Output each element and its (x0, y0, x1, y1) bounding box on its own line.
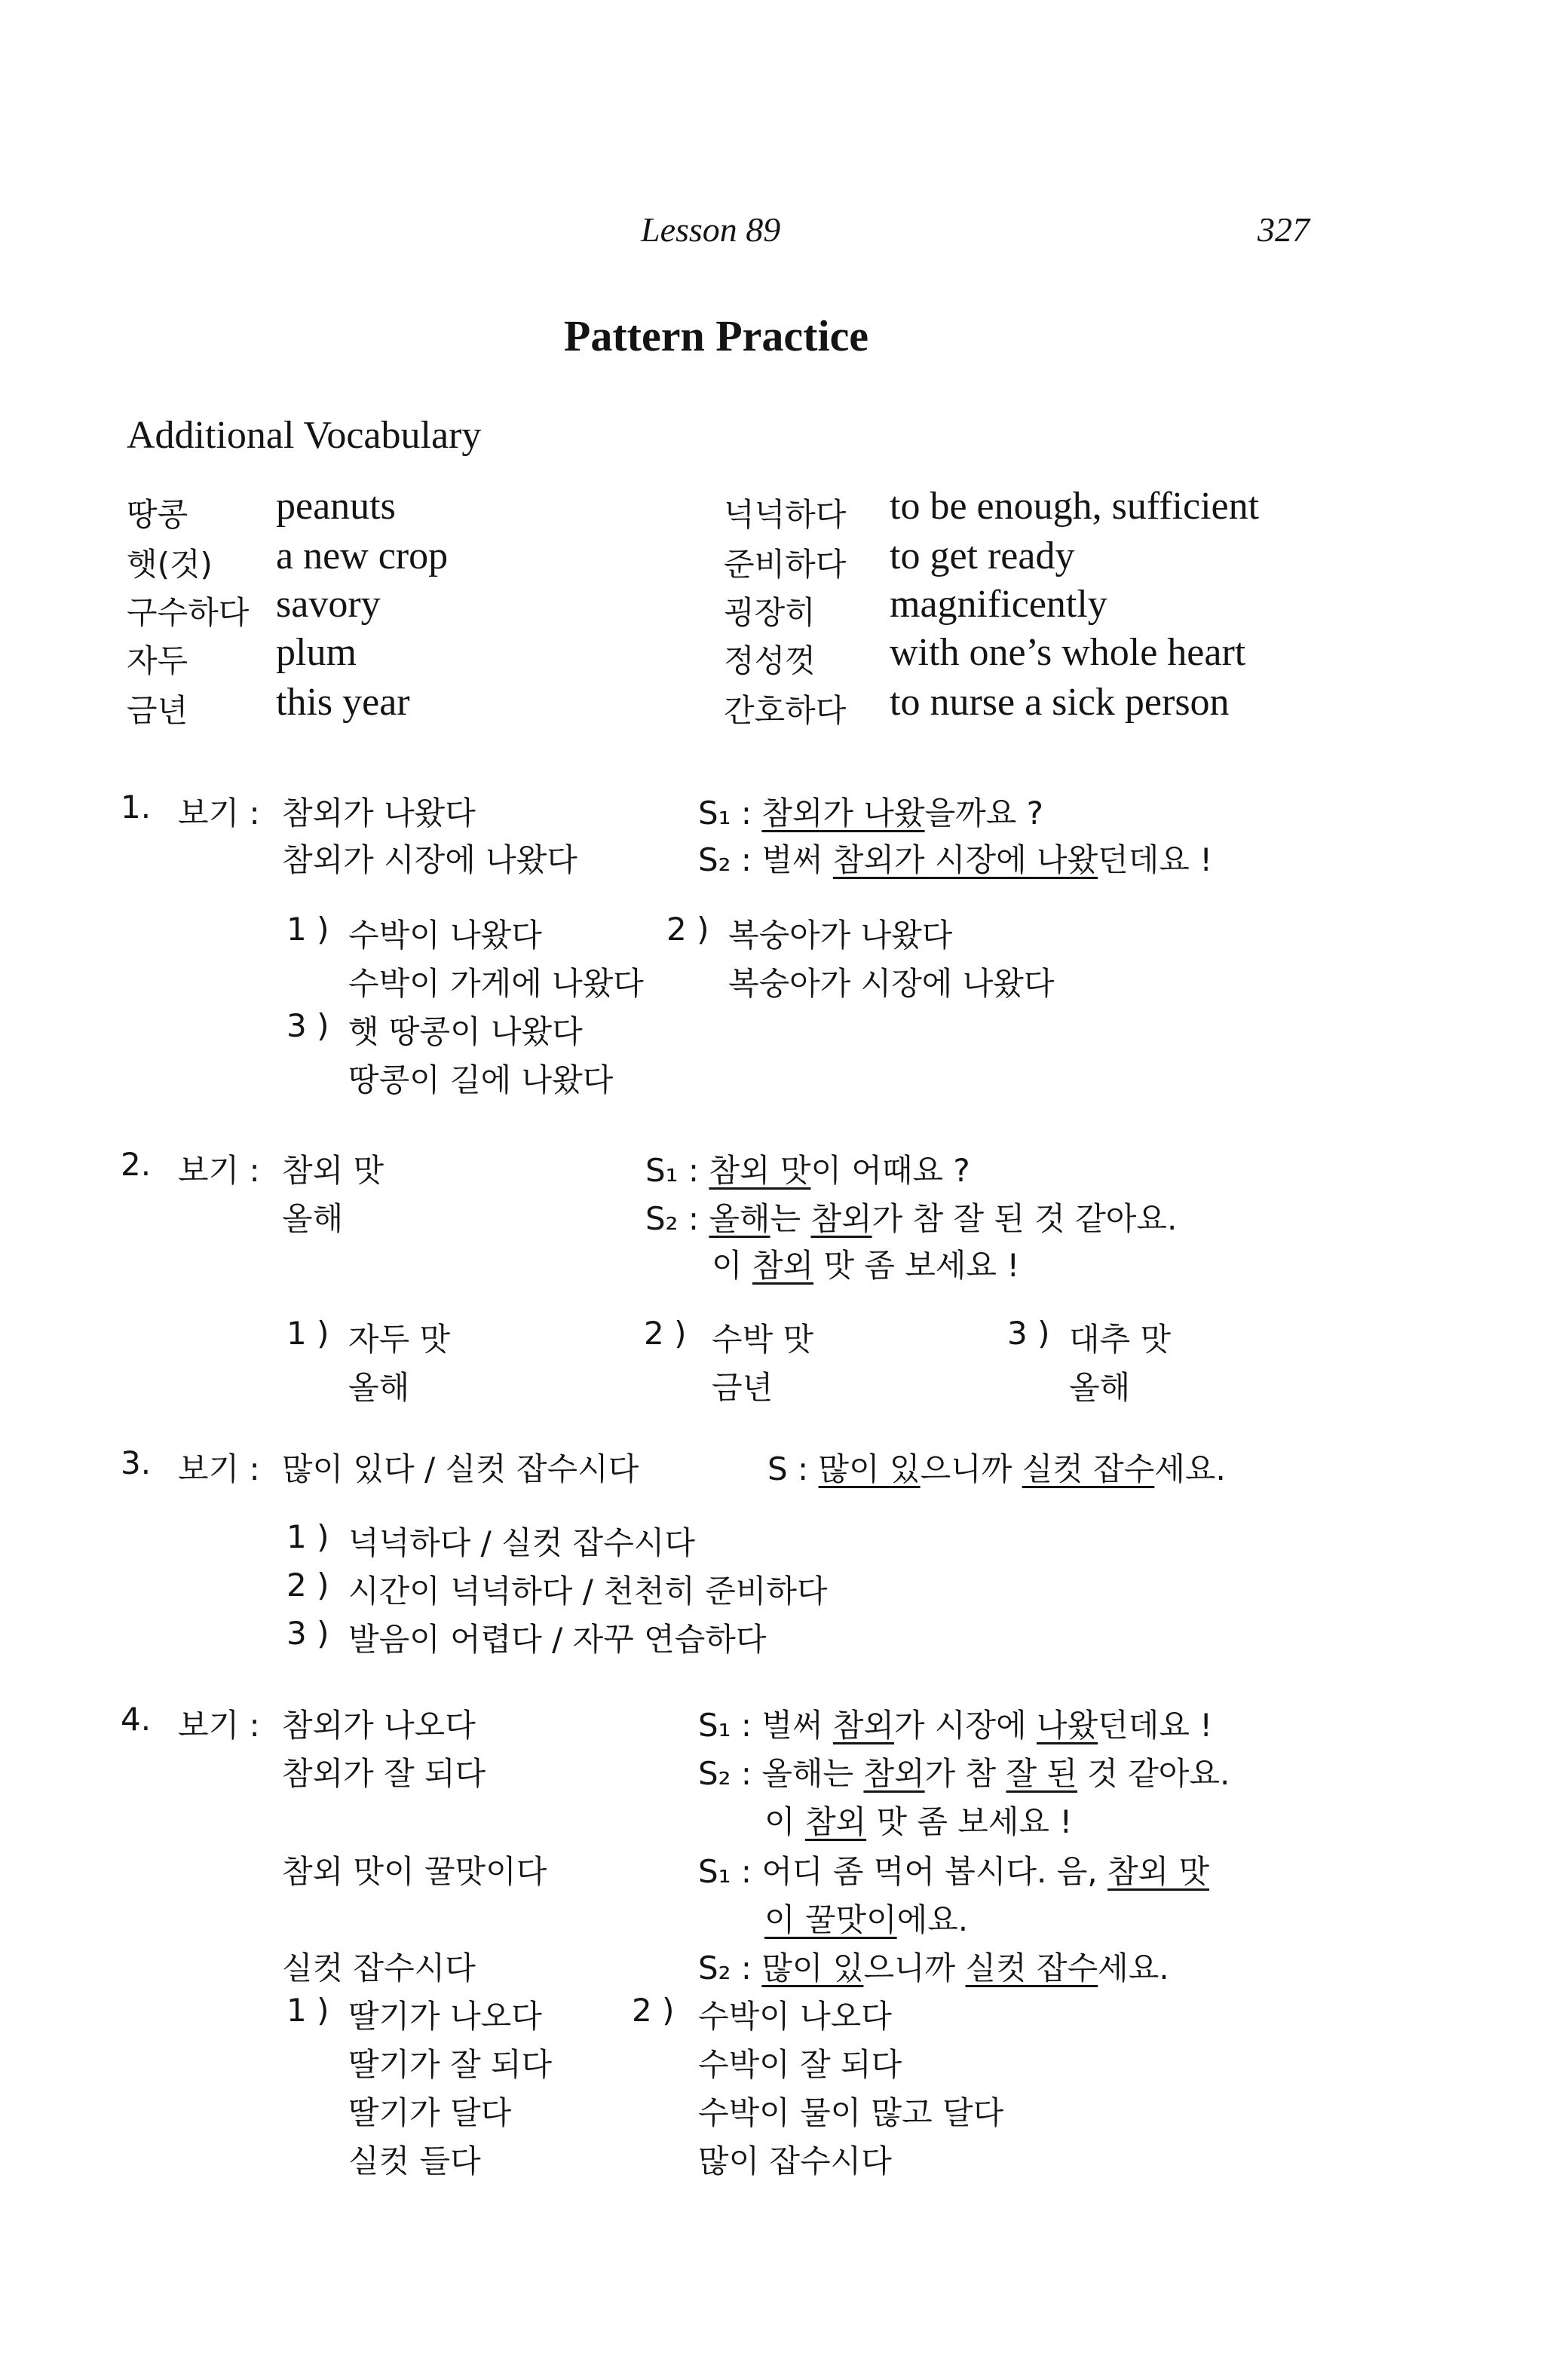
dialogue-line (645, 1194, 1177, 1239)
cue-line: 참외가 나왔다 (282, 795, 476, 832)
underlined-text: 이 꿀맛이 (764, 1901, 897, 1938)
underlined-text: 참외가 시장에 나왔 (832, 841, 1098, 878)
item-line: 복숭아가 시장에 나왔다 (728, 965, 1055, 1002)
item-line: 딸기가 잘 되다 (348, 2046, 553, 2083)
vocab-kr: 햇(것) (127, 546, 213, 583)
text: 이 (712, 1247, 752, 1284)
vocab-kr: 구수하다 (127, 594, 250, 631)
item-number: 1 ) (286, 911, 329, 948)
item-number: 3 ) (286, 1615, 329, 1652)
underlined-text: 잘 된 (1006, 1755, 1077, 1792)
text: 으니까 (920, 1450, 1022, 1487)
exercise-number: 2. (121, 1146, 152, 1183)
item-line: 수박이 잘 되다 (698, 2046, 902, 2083)
cue-line: 참외가 나오다 (282, 1707, 476, 1744)
underlined-text: 참외 맛 (1107, 1853, 1210, 1890)
dialogue-line (698, 789, 1043, 834)
text: 가 시장에 (894, 1707, 1037, 1744)
underlined-text: 올해 (709, 1200, 770, 1237)
text: 어디 좀 먹어 봅시다. 음, (761, 1853, 1107, 1890)
item-line: 수박이 가게에 나왔다 (348, 965, 644, 1002)
underlined-text: 나왔 (1037, 1707, 1098, 1744)
exercise-number: 3. (121, 1444, 152, 1481)
item-line: 금년 (712, 1369, 774, 1406)
text: 으니까 (863, 1950, 966, 1986)
text: 세요. (1154, 1450, 1226, 1487)
text: 던데요 ! (1098, 1707, 1213, 1744)
underlined-text: 참외 (863, 1755, 925, 1792)
item-line: 시간이 넉넉하다 / 천천히 준비하다 (348, 1573, 828, 1610)
vocab-en: savory (276, 583, 381, 626)
vocab-en: plum (276, 631, 357, 674)
vocab-kr: 금년 (127, 692, 188, 729)
item-number: 2 ) (632, 1992, 675, 2029)
underlined-text: 실컷 잡수 (965, 1950, 1098, 1986)
cue-line: 참외가 시장에 나왔다 (282, 841, 577, 878)
underlined-text: 참외 (804, 1803, 867, 1840)
bogi-label: 보기 : (178, 795, 260, 832)
text: 올해는 (761, 1755, 864, 1792)
vocab-kr: 정성껏 (724, 642, 816, 679)
speaker-label: S : (767, 1450, 809, 1487)
speaker-label: S₁ : (698, 795, 752, 832)
text: 이 어때요 ? (810, 1152, 970, 1189)
vocab-kr: 넉넉하다 (724, 496, 847, 533)
vocab-en: magnificently (890, 583, 1107, 626)
item-line: 딸기가 달다 (348, 2094, 512, 2131)
item-line: 햇 땅콩이 나왔다 (348, 1013, 583, 1050)
speaker-label: S₁ : (698, 1853, 752, 1890)
item-line: 복숭아가 나왔다 (728, 917, 953, 954)
dialogue-line (712, 1241, 1019, 1286)
item-line: 올해 (1069, 1369, 1131, 1406)
item-number: 2 ) (286, 1567, 329, 1604)
text: 에요. (896, 1901, 969, 1938)
text: 벌써 (761, 1707, 833, 1744)
vocab-kr: 자두 (127, 642, 188, 679)
item-line: 올해 (348, 1369, 410, 1406)
vocab-kr: 굉장히 (724, 594, 816, 631)
vocab-en: peanuts (276, 485, 396, 528)
item-line: 수박이 나왔다 (348, 917, 542, 954)
item-line: 딸기가 나오다 (348, 1998, 542, 2035)
underlined-text: 참외 맛 (709, 1152, 811, 1189)
vocab-kr: 준비하다 (724, 546, 847, 583)
underlined-text: 참외 (832, 1707, 895, 1744)
speaker-label: S₁ : (698, 1707, 752, 1744)
page-title: Pattern Practice (563, 311, 869, 360)
vocab-en: with one’s whole heart (890, 631, 1246, 674)
item-line: 땅콩이 길에 나왔다 (348, 1061, 614, 1098)
item-line: 자두 맛 (348, 1321, 451, 1358)
text: 것 같아요. (1077, 1755, 1230, 1792)
underlined-text: 참외가 나왔 (761, 795, 925, 832)
item-line: 대추 맛 (1069, 1321, 1172, 1358)
dialogue-line (698, 835, 1212, 881)
item-line: 실컷 들다 (348, 2143, 481, 2179)
cue-line: 많이 있다 / 실컷 잡수시다 (282, 1450, 639, 1487)
underlined-text: 실컷 잡수 (1022, 1450, 1155, 1487)
bogi-label: 보기 : (178, 1450, 260, 1487)
text: 벌써 (761, 841, 833, 878)
item-number: 2 ) (644, 1315, 687, 1352)
text: 세요. (1098, 1950, 1169, 1986)
underlined-text: 많이 있 (818, 1450, 921, 1487)
item-number: 1 ) (286, 1518, 329, 1555)
underlined-text: 참외 (810, 1200, 872, 1237)
item-line: 많이 잡수시다 (698, 2143, 892, 2179)
text: 던데요 ! (1098, 841, 1213, 878)
vocab-en: to get ready (890, 535, 1075, 577)
dialogue-line (698, 1701, 1212, 1746)
vocab-en: to be enough, sufficient (890, 485, 1260, 528)
item-number: 2 ) (666, 911, 709, 948)
bogi-label: 보기 : (178, 1707, 260, 1744)
vocab-kr: 땅콩 (127, 496, 188, 533)
underlined-text: 참외 (752, 1247, 814, 1284)
item-number: 1 ) (286, 1315, 329, 1352)
cue-line: 실컷 잡수시다 (282, 1950, 476, 1986)
dialogue-line (698, 1847, 1209, 1892)
item-line: 발음이 어렵다 / 자꾸 연습하다 (348, 1621, 767, 1658)
cue-line: 참외가 잘 되다 (282, 1755, 486, 1792)
vocab-heading: Additional Vocabulary (127, 414, 482, 457)
speaker-label: S₁ : (645, 1152, 699, 1189)
running-header: Lesson 89 (641, 210, 781, 249)
vocab-en: a new crop (276, 535, 449, 577)
item-line: 넉넉하다 / 실컷 잡수시다 (348, 1524, 695, 1561)
dialogue-line (767, 1444, 1226, 1490)
exercise-number: 4. (121, 1701, 152, 1738)
text: 이 (764, 1803, 805, 1840)
exercise-number: 1. (121, 789, 152, 825)
cue-line: 참외 맛 (282, 1152, 384, 1189)
vocab-kr: 간호하다 (724, 692, 847, 729)
dialogue-line (698, 1944, 1169, 1989)
dialogue-line (764, 1797, 1072, 1842)
vocab-en: to nurse a sick person (890, 681, 1230, 724)
item-line: 수박 맛 (712, 1321, 814, 1358)
page-number: 327 (1258, 210, 1310, 249)
dialogue-line (698, 1749, 1230, 1794)
text: 맛 좀 보세요 ! (813, 1247, 1020, 1284)
speaker-label: S₂ : (698, 1755, 752, 1792)
text: 을까요 ? (924, 795, 1043, 832)
item-line: 수박이 나오다 (698, 1998, 892, 2035)
text: 가 참 (924, 1755, 1006, 1792)
item-number: 3 ) (1007, 1315, 1050, 1352)
dialogue-line (645, 1146, 970, 1191)
text: 는 (770, 1200, 811, 1237)
speaker-label: S₂ : (698, 1950, 752, 1986)
cue-line: 올해 (282, 1200, 344, 1237)
vocab-en: this year (276, 681, 410, 724)
text: 맛 좀 보세요 ! (866, 1803, 1073, 1840)
item-number: 3 ) (286, 1007, 329, 1044)
item-number: 1 ) (286, 1992, 329, 2029)
cue-line: 참외 맛이 꿀맛이다 (282, 1853, 547, 1890)
item-line: 수박이 물이 많고 달다 (698, 2094, 1004, 2131)
bogi-label: 보기 : (178, 1152, 260, 1189)
dialogue-line (764, 1895, 968, 1940)
speaker-label: S₂ : (645, 1200, 699, 1237)
underlined-text: 많이 있 (761, 1950, 864, 1986)
speaker-label: S₂ : (698, 841, 752, 878)
text: 가 참 잘 된 것 같아요. (872, 1200, 1178, 1237)
